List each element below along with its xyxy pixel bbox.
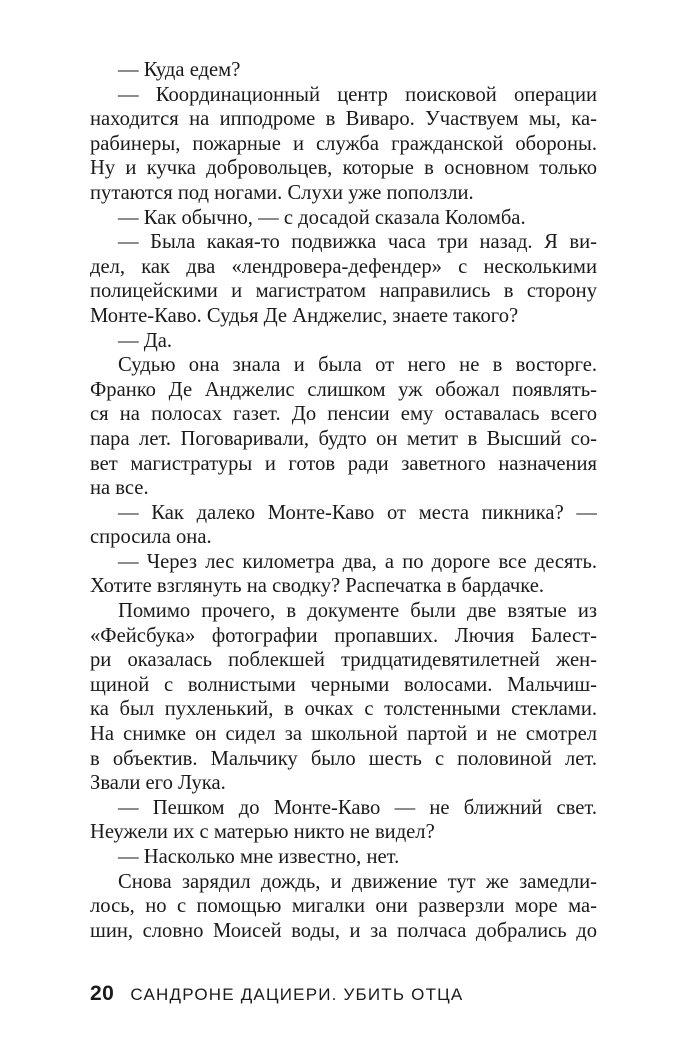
text-line: «Фейсбука» фотографии пропавших. Лючия Балест- (90, 624, 597, 647)
text-line: находится на ипподроме в Виваро. Участвуем мы, ка- (90, 108, 597, 131)
text-line: лось, но с помощью мигалки они разверзли море ма- (90, 895, 597, 918)
text-line: Снова зарядил дождь, и движение тут же замедли- (118, 870, 597, 893)
text-line: Неужели их с матерью никто не видел? (90, 821, 435, 844)
text-line: ри оказалась поблекшей тридцатидевятилетней жен- (90, 649, 597, 672)
text-line: ка был пухленький, в очках с толстенными стеклами. (90, 698, 597, 721)
text-line: — Через лес километра два, а по дороге все десять. (118, 550, 597, 573)
text-line: Помимо прочего, в документе были две взятые из (118, 600, 597, 623)
text-line: на все. (90, 477, 149, 500)
text-line: путаются под ногами. Слухи уже поползли. (90, 181, 474, 204)
page-footer (90, 982, 597, 1008)
text-line: Монте-Каво. Судья Де Анджелис, знаете такого? (90, 304, 519, 327)
text-line: — Насколько мне известно, нет. (118, 846, 400, 868)
text-line: На снимке он сидел за школьной партой и не смотрел (90, 723, 597, 746)
body-text (90, 58, 597, 943)
text-line: пара лет. Поговаривали, будто он метит в Высший со- (90, 427, 597, 450)
text-line: шин, словно Моисей воды, и за полчаса добрались до (90, 919, 597, 942)
text-line: щиной с волнистыми черными волосами. Мальчиш- (90, 673, 597, 696)
text-line: — Пешком до Монте-Каво — не ближний свет. (118, 796, 597, 819)
text-line: Хотите взглянуть на сводку? Распечатка в бардачке. (90, 575, 545, 598)
text-line: ся на полосах газет. До пенсии ему оставалась всего (90, 403, 597, 426)
page-number: 20 (90, 982, 115, 1005)
text-line: — Как обычно, — с досадой сказала Коломба. (118, 206, 526, 229)
running-head: САНДРОНЕ ДАЦИЕРИ. УБИТЬ ОТЦА (130, 985, 464, 1004)
text-line: Судью она знала и была от него не в восторге. (118, 354, 597, 377)
text-line: в объектив. Мальчику было шесть с половиной лет. (90, 747, 597, 770)
text-line: — Да. (118, 329, 173, 352)
text-line: Франко Де Анджелис слишком уж обожал появлять- (90, 378, 597, 401)
text-line: полицейскими и магистратом направились в сторону (90, 280, 597, 303)
text-line: рабинеры, пожарные и служба гражданской обороны. (90, 132, 597, 155)
text-line: — Координационный центр поисковой операции (118, 83, 597, 106)
text-line: дел, как два «лендровера-дефендер» с несколькими (90, 255, 597, 278)
text-line: — Как далеко Монте-Каво от места пикника? — (118, 501, 597, 524)
text-line: Ну и кучка добровольцев, которые в основном только (90, 157, 597, 180)
text-line: вет магистратуры и готов ради заветного назначения (90, 452, 597, 475)
text-line: — Куда едем? (118, 59, 241, 81)
page-body (90, 58, 597, 943)
text-line: — Была какая-то подвижка часа три назад. Я ви- (118, 231, 597, 254)
text-line: спросила она. (90, 526, 212, 549)
text-line: Звали его Лука. (90, 772, 226, 795)
